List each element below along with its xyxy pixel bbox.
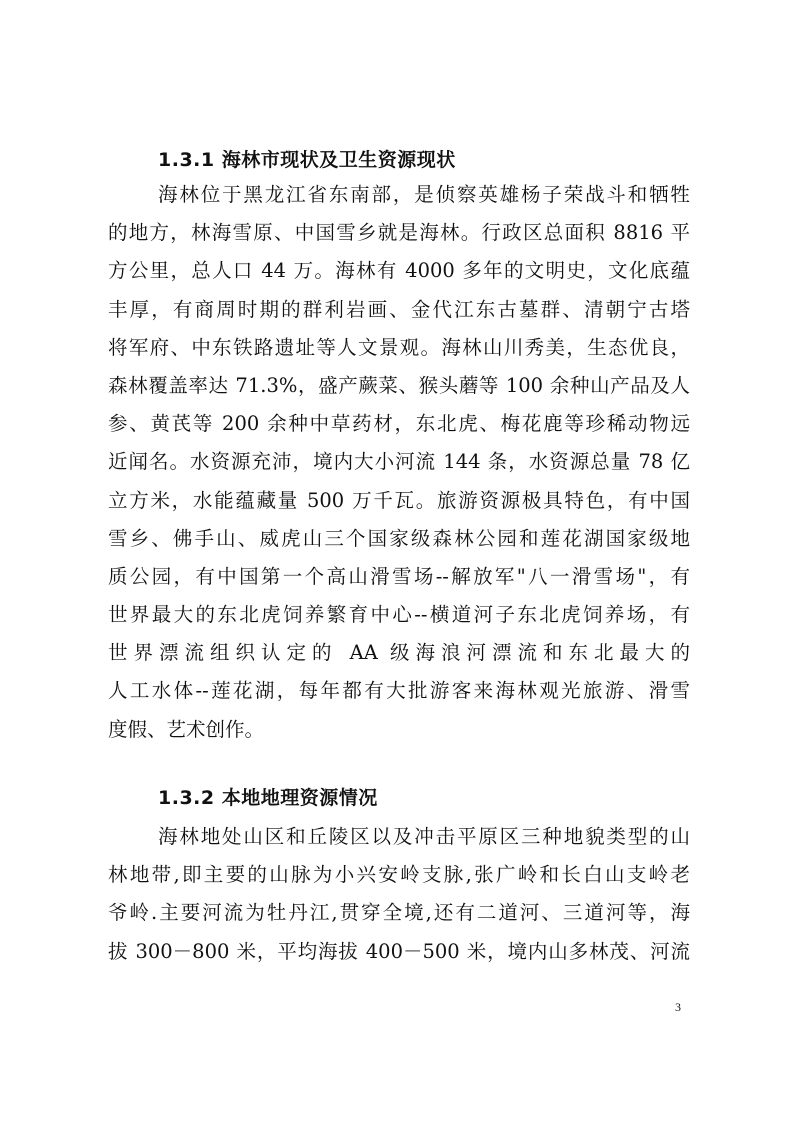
text-line: 拔 300－800 米，平均海拔 400－500 米，境内山多林茂、河流	[108, 939, 690, 963]
text-line: 爷岭.主要河流为牡丹江,贯穿全境,还有二道河、三道河等，海	[108, 901, 690, 925]
text-line: 世界漂流组织认定的 AA 级海浪河漂流和东北最大的	[108, 641, 690, 665]
text-line: 海林地处山区和丘陵区以及冲击平原区三种地貌类型的山	[158, 825, 690, 848]
text-line: 近闻名。水资源充沛，境内大小河流 144 条，水资源总量 78 亿	[108, 450, 690, 474]
section-heading-1-3-1: 1.3.1 海林市现状及卫生资源现状	[158, 149, 456, 171]
text-line: 海林位于黑龙江省东南部，是侦察英雄杨子荣战斗和牺牲	[158, 183, 690, 206]
text-line: 立方米，水能蕴藏量 500 万千瓦。旅游资源极具特色，有中国	[108, 488, 690, 512]
section-heading-1-3-2: 1.3.2 本地地理资源情况	[158, 787, 378, 809]
text-line: 人工水体--莲花湖，每年都有大批游客来海林观光旅游、滑雪	[108, 679, 690, 703]
text-line: 世界最大的东北虎饲养繁育中心--横道河子东北虎饲养场，有	[108, 603, 690, 627]
text-line: 丰厚，有商周时期的群利岩画、金代江东古墓群、清朝宁古塔	[108, 297, 690, 321]
text-line: 度假、艺术创作。	[108, 717, 265, 741]
text-line: 质公园，有中国第一个高山滑雪场--解放军"八一滑雪场"，有	[108, 564, 690, 588]
page-number: 3	[675, 1000, 681, 1014]
text-line: 林地带,即主要的山脉为小兴安岭支脉,张广岭和长白山支岭老	[108, 863, 690, 887]
text-line: 森林覆盖率达 71.3%，盛产蕨菜、猴头蘑等 100 余种山产品及人	[108, 373, 690, 397]
text-line: 的地方，林海雪原、中国雪乡就是海林。行政区总面积 8816 平	[108, 221, 690, 245]
text-line: 方公里，总人口 44 万。海林有 4000 多年的文明史，文化底蕴	[108, 259, 690, 283]
paragraph-geography	[108, 818, 690, 971]
text-line: 将军府、中东铁路遗址等人文景观。海林山川秀美，生态优良，	[108, 335, 690, 359]
text-line: 雪乡、佛手山、威虎山三个国家级森林公园和莲花湖国家级地	[108, 526, 690, 550]
text-line: 参、黄芪等 200 余种中草药材，东北虎、梅花鹿等珍稀动物远	[108, 412, 690, 436]
paragraph-hailin-overview	[108, 176, 690, 749]
